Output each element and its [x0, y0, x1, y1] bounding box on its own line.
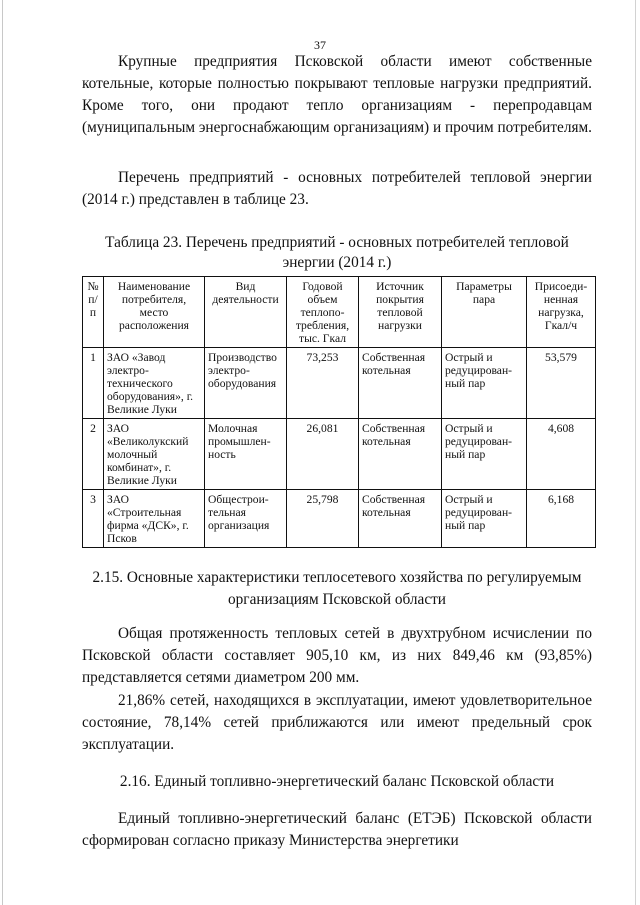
- table-header-row: [83, 277, 596, 348]
- paragraph-network-condition: 21,86% сетей, находящихся в эксплуатации, имеют удовлетворительное состояние, 78,14% сетей приближаются или имеют предельный срок эксплуатации.: [82, 692, 592, 753]
- cell-activity: Общестрои- тельная организация: [205, 490, 287, 548]
- col-header-activity: Вид деятельности: [205, 277, 287, 348]
- page-number: 37: [314, 38, 326, 52]
- cell-annual-volume: 73,253: [287, 348, 359, 419]
- cell-steam-params: Острый и редуцирован- ный пар: [442, 419, 527, 490]
- cell-annual-volume: 26,081: [287, 419, 359, 490]
- cell-connected-load: 4,608: [527, 419, 596, 490]
- cell-activity: Молочная промышлен- ность: [205, 419, 287, 490]
- cell-steam-params: Острый и редуцирован- ный пар: [442, 490, 527, 548]
- cell-consumer: ЗАО «Завод электро- технического оборудования», г. Великие Луки: [104, 348, 205, 419]
- scan-edge-left: [2, 0, 3, 905]
- col-header-connected-load: Присоеди- ненная нагрузка, Гкал/ч: [527, 277, 596, 348]
- cell-annual-volume: 25,798: [287, 490, 359, 548]
- section-heading-2-16: 2.16. Единый топливно-энергетический баланс Псковской области: [119, 773, 555, 790]
- table-row: [83, 490, 596, 548]
- section-heading-2-15: 2.15. Основные характеристики теплосетевого хозяйства по регулируемым организациям Псковской области: [92, 569, 582, 608]
- cell-number: 2: [83, 419, 104, 490]
- table-row: [83, 348, 596, 419]
- paragraph-enterprises: Крупные предприятия Псковской области имеют собственные котельные, которые полностью покрывают тепловые нагрузки предприятий. Кроме того, они продают тепло организациям - перепродавцам (муниципальным энергоснабжающим организациям) и прочим потребителям.: [82, 53, 593, 136]
- paragraph-fuel-balance: Единый топливно-энергетический баланс (ЕТЭБ) Псковской области сформирован согласно приказу Министерства энергетики: [82, 810, 592, 849]
- cell-number: 3: [83, 490, 104, 548]
- cell-steam-params: Острый и редуцирован- ный пар: [442, 348, 527, 419]
- paragraph-list-intro: Перечень предприятий - основных потребителей тепловой энергии (2014 г.) представлен в таблице 23.: [82, 169, 592, 208]
- col-header-source: Источник покрытия тепловой нагрузки: [359, 277, 442, 348]
- consumers-table: [82, 276, 596, 548]
- col-header-annual-volume: Годовой объем теплопо- требления, тыс. Гкал: [287, 277, 359, 348]
- cell-source: Собственная котельная: [359, 348, 442, 419]
- cell-consumer: ЗАО «Великолукский молочный комбинат», г. Великие Луки: [104, 419, 205, 490]
- table-caption: Таблица 23. Перечень предприятий - основных потребителей тепловой энергии (2014 г.): [105, 234, 569, 271]
- cell-connected-load: 6,168: [527, 490, 596, 548]
- col-header-number: № п/п: [83, 277, 104, 348]
- cell-consumer: ЗАО «Строительная фирма «ДСК», г. Псков: [104, 490, 205, 548]
- cell-source: Собственная котельная: [359, 490, 442, 548]
- table-row: [83, 419, 596, 490]
- scan-edge-right: [635, 0, 636, 905]
- col-header-consumer: Наименование потребителя, место расположения: [104, 277, 205, 348]
- cell-connected-load: 53,579: [527, 348, 596, 419]
- cell-source: Собственная котельная: [359, 419, 442, 490]
- paragraph-network-length: Общая протяженность тепловых сетей в двухтрубном исчислении по Псковской области составляет 905,10 км, из них 849,46 км (93,85%) представляется сетями диаметром 200 мм.: [82, 625, 592, 686]
- cell-activity: Производство электро- оборудования: [205, 348, 287, 419]
- cell-number: 1: [83, 348, 104, 419]
- col-header-steam-params: Параметры пара: [442, 277, 527, 348]
